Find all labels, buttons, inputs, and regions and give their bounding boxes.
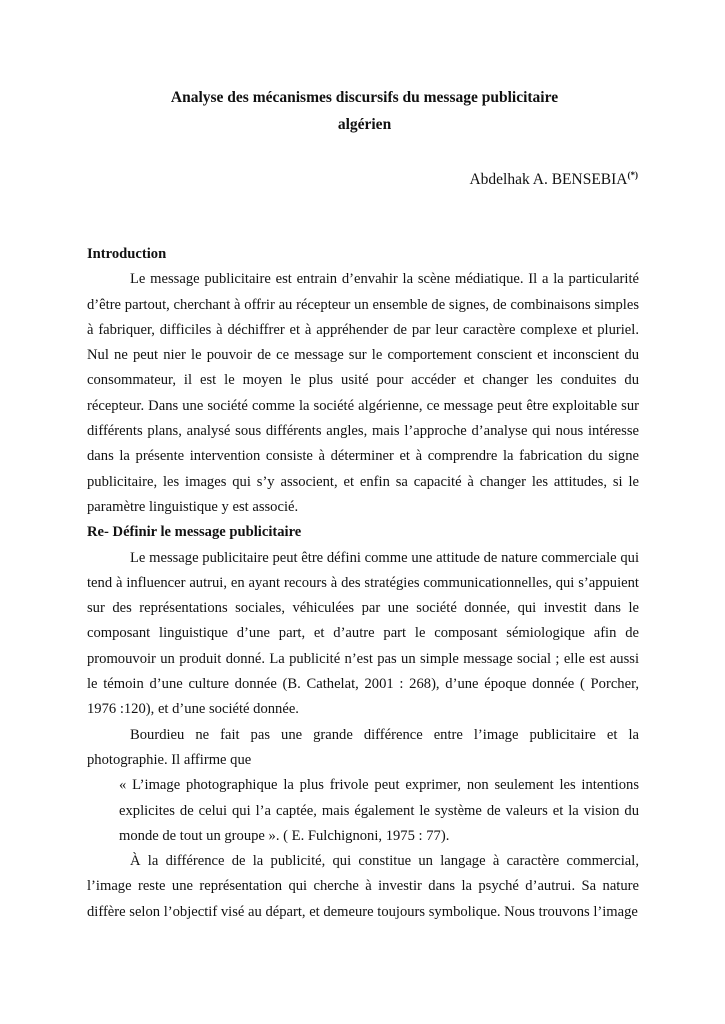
author-line xyxy=(469,166,638,189)
block-quote: « L’image photographique la plus frivole peut exprimer, non seulement les intentions explicites de celui qui l’a captée, mais également le système de valeurs et la vision du monde de tout un groupe ». ( E. Fulchignoni, 1975 : 77). xyxy=(119,777,639,844)
section-heading-introduction: Introduction xyxy=(87,246,167,262)
article-body xyxy=(87,242,639,925)
article-title xyxy=(88,84,641,138)
title-line-1: Analyse des mécanismes discursifs du message publicitaire xyxy=(170,89,559,106)
title-line-2: algérien xyxy=(337,116,392,133)
author-name: Abdelhak A. BENSEBIA xyxy=(469,171,628,188)
paragraph-introduction: Le message publicitaire est entrain d’envahir la scène médiatique. Il a la particularité d’être partout, cherchant à offrir au récepteur un ensemble de signes, de combinaisons simples à fabriquer, difficiles à déchiffrer et à appréhender de par leur caractère complexe et pluriel. Nul ne peut nier le pouvoir de ce message sur le comportement conscient et inconscient du consommateur, il est le moyen le plus usité pour accéder et changer les conduites du récepteur. Dans une société comme la société algérienne, ce message peut être exploitable sur différents plans, analysé sous différents angles, mais l’approche d’analyse qui nous intéresse dans la présente intervention consiste à déterminer et à comprendre la fabrication du signe publicitaire, les images qui s’y associent, et enfin sa capacité à changer les attitudes, si le paramètre linguistique y est associé. xyxy=(87,271,639,515)
author-note-mark: (*) xyxy=(627,170,638,180)
section-heading-redefine: Re- Définir le message publicitaire xyxy=(87,524,302,541)
paragraph-difference: À la différence de la publicité, qui constitue un langage à caractère commercial, l’image reste une représentation qui cherche à investir dans la psyché d’autrui. Sa nature diffère selon l’objectif visé au départ, et demeure toujours symbolique. Nous trouvons l’image xyxy=(87,853,639,920)
paragraph-bourdieu: Bourdieu ne fait pas une grande différence entre l’image publicitaire et la photographie. Il affirme que xyxy=(87,726,639,768)
paragraph-redefine: Le message publicitaire peut être défini comme une attitude de nature commerciale qui tend à influencer autrui, en ayant recours à des stratégies communicationnelles, qui s’appuient sur des représentations sociales, véhiculées par une société donnée, qui investit dans le composant linguistique d’une part, et d’autre part le composant sémiologique afin de promouvoir un produit donné. La publicité n’est pas un simple message social ; elle est aussi le témoin d’une culture donnée (B. Cathelat, 2001 : 268), d’une époque donnée ( Porcher, 1976 :120), et d’une société donnée. xyxy=(87,549,639,718)
